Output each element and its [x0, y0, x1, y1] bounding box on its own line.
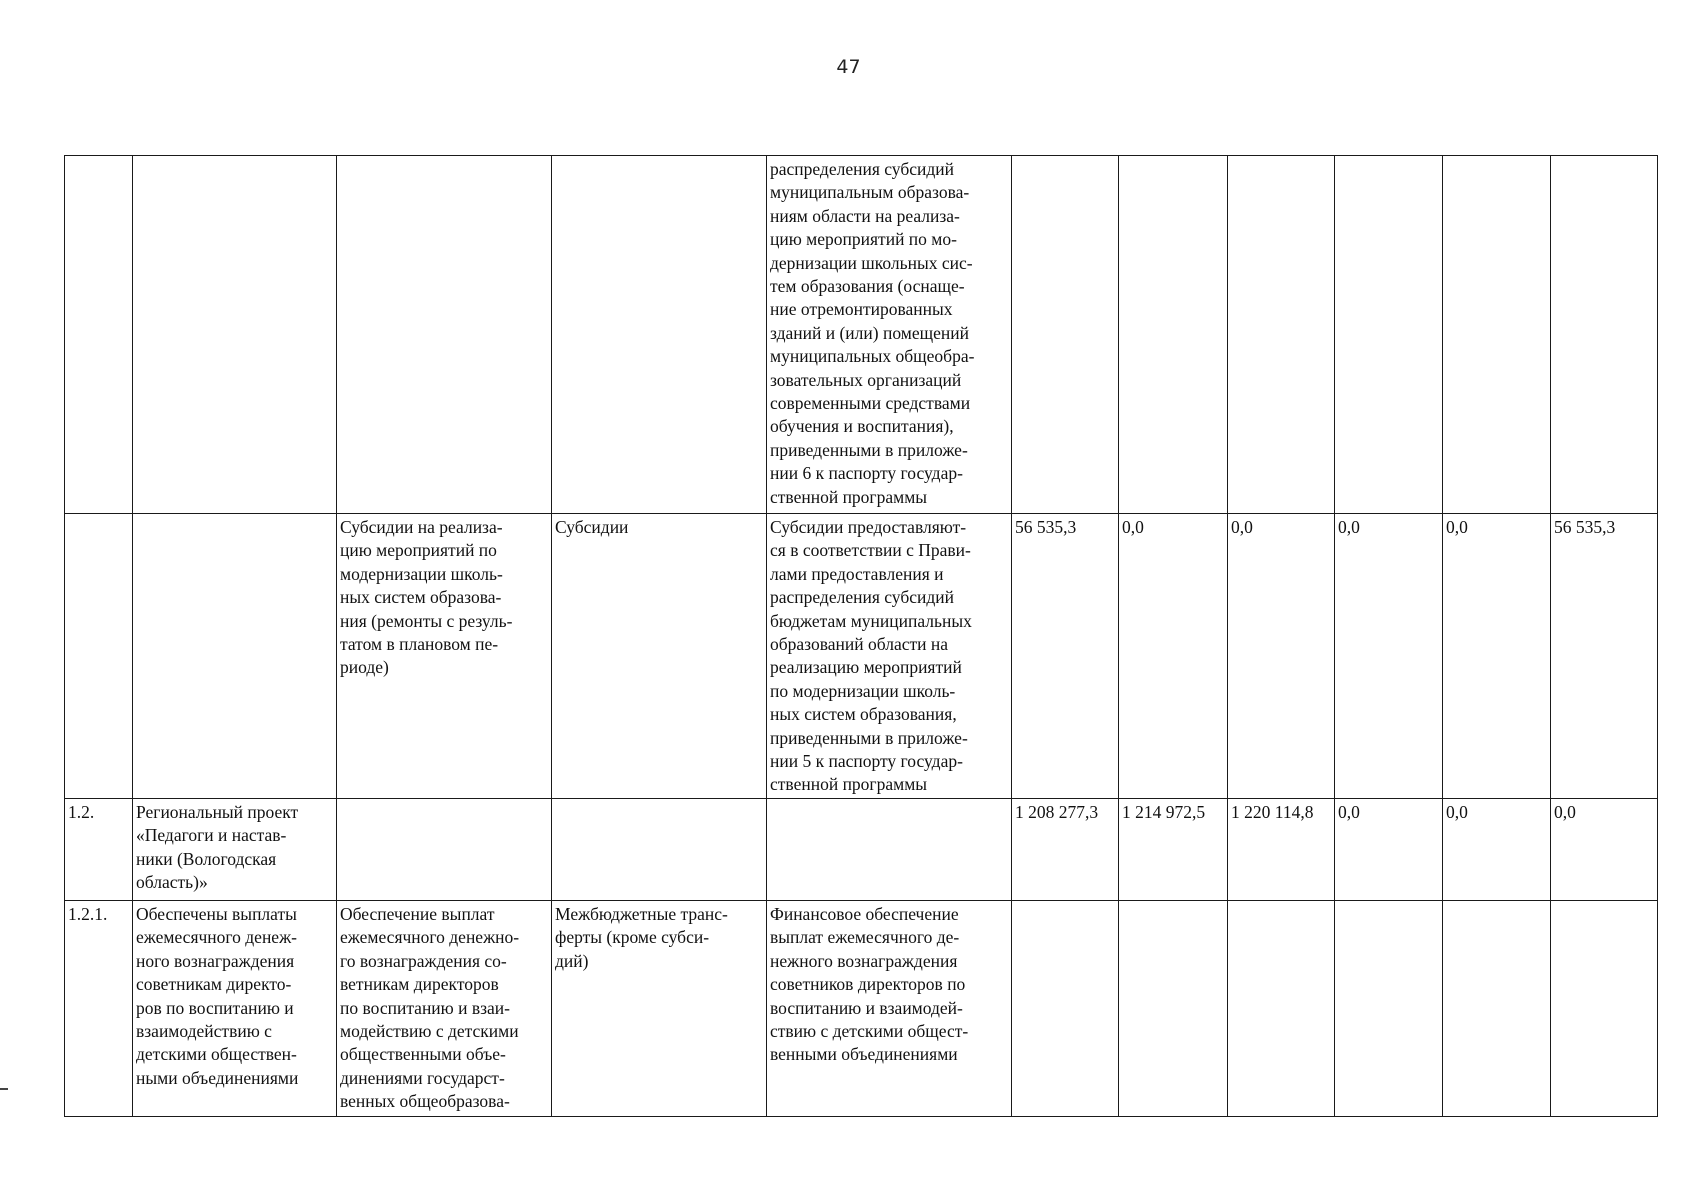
budget-table [64, 155, 1658, 1117]
table-row [65, 901, 1658, 1117]
table-row [65, 799, 1658, 901]
cell-type [552, 156, 767, 514]
cell-value: 56 535,3 [1551, 514, 1658, 799]
cell-value: 1 214 972,5 [1119, 799, 1228, 901]
cell-description [767, 799, 1012, 901]
cell-value [1443, 156, 1551, 514]
cell-measure: Субсидии на реализа- цию мероприятий по модернизации школь- ных систем образова- ния (ремонты с резуль- татом в плановом пе- риоде) [337, 514, 552, 799]
cell-measure: Обеспечение выплат ежемесячного денежно- го вознаграждения со- ветникам директоров по воспитанию и взаи- модействию с детскими общественными объе- динениями государст- венных общеобразова- [337, 901, 552, 1117]
cell-value [1012, 156, 1119, 514]
cell-measure [337, 799, 552, 901]
cell-type [552, 799, 767, 901]
cell-value: 1 220 114,8 [1228, 799, 1335, 901]
cell-value: 0,0 [1335, 514, 1443, 799]
table-row [65, 156, 1658, 514]
page-number: 47 [836, 56, 861, 78]
margin-mark [0, 1088, 8, 1090]
cell-value: 0,0 [1119, 514, 1228, 799]
cell-value [1551, 156, 1658, 514]
cell-description: распределения субсидий муниципальным образова- ниям области на реализа- цию мероприятий по мо- дернизации школьных сис- тем образования (оснаще- ние отремонтированных зданий и (или) помещений муниципальных общеобра- зовательных организаций современными средствами обучения и воспитания), приведенными в приложе- нии 6 к паспорту государ- ственной программы [767, 156, 1012, 514]
cell-value [1551, 901, 1658, 1117]
cell-value: 0,0 [1551, 799, 1658, 901]
cell-result [133, 514, 337, 799]
cell-description: Субсидии предоставляют- ся в соответствии с Прави- лами предоставления и распределения субсидий бюджетам муниципальных образований области на реализацию мероприятий по модернизации школь- ных систем образования, приведенными в приложе- нии 5 к паспорту государ- ственной программы [767, 514, 1012, 799]
cell-value [1228, 901, 1335, 1117]
cell-number: 1.2. [65, 799, 133, 901]
cell-result [133, 156, 337, 514]
cell-type: Субсидии [552, 514, 767, 799]
cell-value: 0,0 [1443, 514, 1551, 799]
cell-value [1119, 901, 1228, 1117]
cell-value [1335, 156, 1443, 514]
cell-result: Обеспечены выплаты ежемесячного денеж- ного вознаграждения советникам директо- ров по воспитанию и взаимодействию с детскими обществен- ными объединениями [133, 901, 337, 1117]
cell-value [1228, 156, 1335, 514]
cell-value [1335, 901, 1443, 1117]
cell-value: 0,0 [1228, 514, 1335, 799]
cell-result: Региональный проект «Педагоги и настав- ники (Вологодская область)» [133, 799, 337, 901]
cell-value [1443, 901, 1551, 1117]
cell-value: 0,0 [1335, 799, 1443, 901]
cell-value: 56 535,3 [1012, 514, 1119, 799]
cell-measure [337, 156, 552, 514]
cell-type: Межбюджетные транс- ферты (кроме субси- дий) [552, 901, 767, 1117]
cell-value [1012, 901, 1119, 1117]
cell-number: 1.2.1. [65, 901, 133, 1117]
cell-value [1119, 156, 1228, 514]
cell-value: 0,0 [1443, 799, 1551, 901]
table-row [65, 514, 1658, 799]
cell-description: Финансовое обеспечение выплат ежемесячного де- нежного вознаграждения советников директоров по воспитанию и взаимодей- ствию с детскими общест- венными объединениями [767, 901, 1012, 1117]
cell-number [65, 156, 133, 514]
cell-number [65, 514, 133, 799]
cell-value: 1 208 277,3 [1012, 799, 1119, 901]
